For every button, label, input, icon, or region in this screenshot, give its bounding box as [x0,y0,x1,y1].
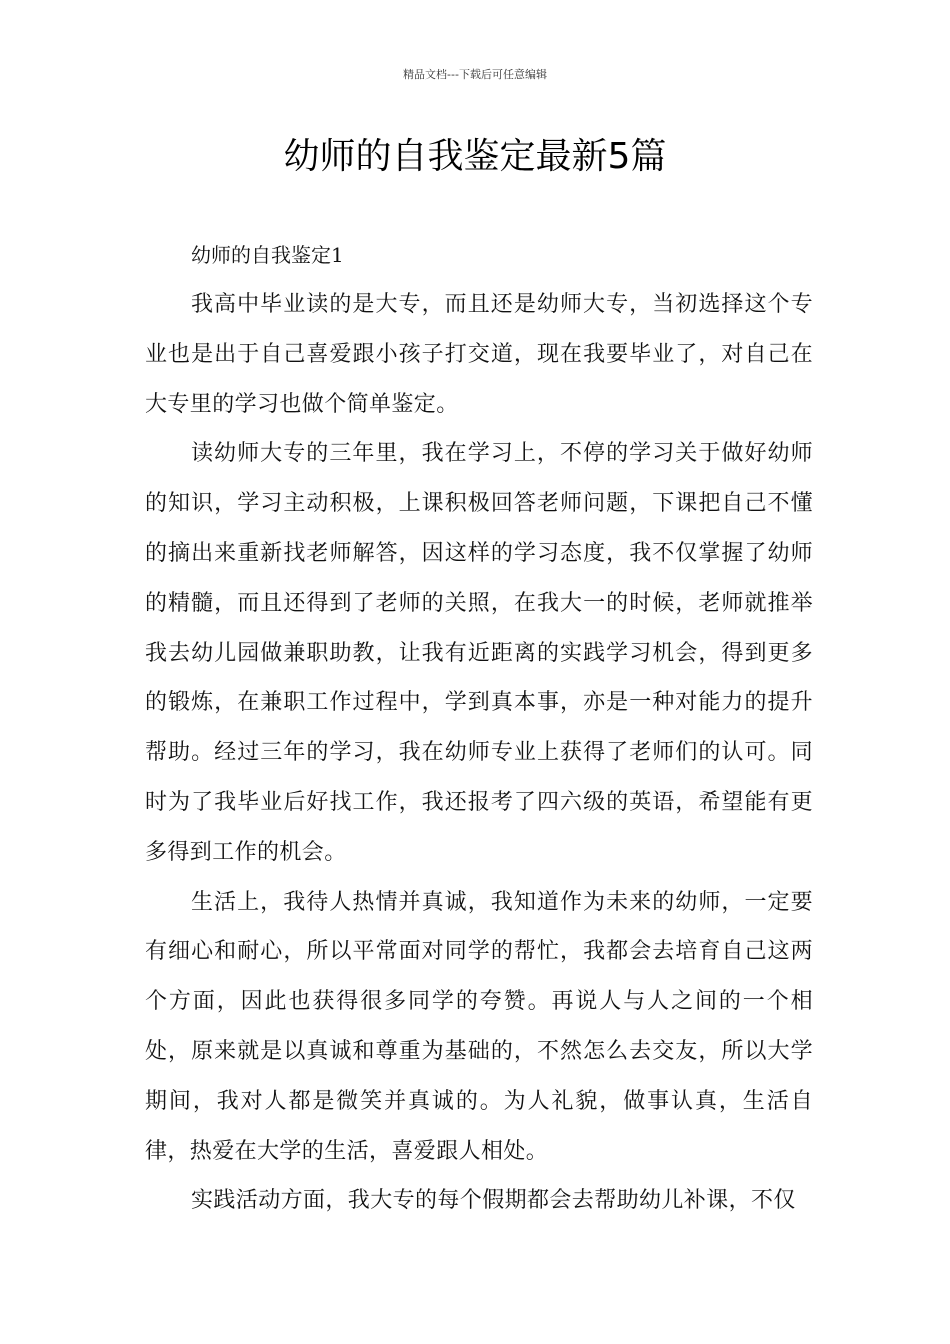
paragraph: 实践活动方面，我大专的每个假期都会去帮助幼儿补课，不仅 [191,1188,796,1214]
paragraph: 生活上，我待人热情并真诚，我知道作为未来的幼师，一定要有细心和耐心，所以平常面对同学的帮忙，我都会去培育自己这两个方面，因此也获得很多同学的夸赞。再说人与人之间的一个相处，原来就是以真诚和尊重为基础的，不然怎么去交友，所以大学期间，我对人都是微笑并真诚的。为人礼貌，做事认真，生活自律，热爱在大学的生活，喜爱跟人相处。 [145,889,813,1164]
header-note: 精品文档---下载后可任意编辑 [403,68,547,81]
document-body [145,230,813,1226]
paragraph: 我高中毕业读的是大专，而且还是幼师大专，当初选择这个专业也是出于自己喜爱跟小孩子打交道，现在我要毕业了，对自己在大专里的学习也做个简单鉴定。 [145,292,813,417]
section-heading: 幼师的自我鉴定1 [191,243,344,267]
paragraph: 读幼师大专的三年里，我在学习上，不停的学习关于做好幼师的知识，学习主动积极，上课积极回答老师问题，下课把自己不懂的摘出来重新找老师解答，因这样的学习态度，我不仅掌握了幼师的精髓，而且还得到了老师的关照，在我大一的时候，老师就推举我去幼儿园做兼职助教，让我有近距离的实践学习机会，得到更多的锻炼，在兼职工作过程中，学到真本事，亦是一种对能力的提升帮助。经过三年的学习，我在幼师专业上获得了老师们的认可。同时为了我毕业后好找工作，我还报考了四六级的英语，希望能有更多得到工作的机会。 [145,441,813,865]
document-title: 幼师的自我鉴定最新5篇 [283,136,667,177]
